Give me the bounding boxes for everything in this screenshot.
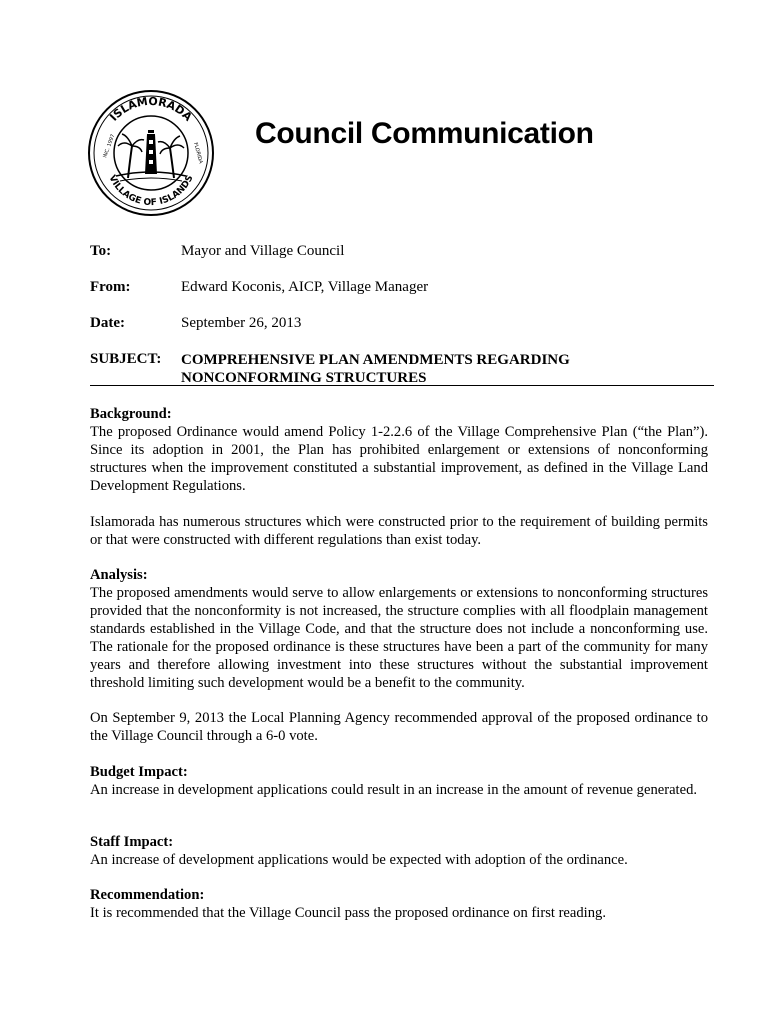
subject-label: SUBJECT: bbox=[90, 351, 162, 367]
background-paragraph-2: Islamorada has numerous structures which were constructed prior to the requirement of building permits or that were constructed with different regulations than exist today. bbox=[90, 514, 708, 548]
to-label: To: bbox=[90, 243, 112, 259]
date-value: September 26, 2013 bbox=[181, 315, 302, 331]
analysis-paragraph-2-block bbox=[90, 709, 708, 745]
recommendation-heading: Recommendation: bbox=[90, 887, 205, 903]
header-divider bbox=[90, 385, 714, 386]
memo-date-row bbox=[90, 315, 301, 332]
subject-line-2: NONCONFORMING STRUCTURES bbox=[181, 370, 427, 386]
svg-text:FLORIDA: FLORIDA bbox=[192, 141, 204, 165]
svg-text:VILLAGE OF ISLANDS: VILLAGE OF ISLANDS bbox=[106, 173, 196, 209]
budget-impact-paragraph: An increase in development applications could result in an increase in the amount of revenue generated. bbox=[90, 782, 698, 798]
svg-text:ISLAMORADA: ISLAMORADA bbox=[107, 94, 195, 124]
analysis-paragraph-1: The proposed amendments would serve to allow enlargements or extensions to nonconforming structures provided that the nonconformity is not increased, the structure complies with all floodplain management standards established in the Village Code, and that the structure does not include a nonconforming use. The rationale for the proposed ordinance is these structures have been a part of the community for many years and therefore allowing investment into these structures without the substantial improvement threshold limiting such development would be a benefit to the community. bbox=[90, 585, 708, 691]
staff-impact-section bbox=[90, 833, 708, 869]
memo-header bbox=[90, 0, 710, 400]
date-label: Date: bbox=[90, 315, 125, 331]
budget-impact-section bbox=[90, 763, 708, 799]
analysis-paragraph-2: On September 9, 2013 the Local Planning Agency recommended approval of the proposed ordinance to the Village Council through a 6-0 vote. bbox=[90, 710, 708, 744]
staff-impact-paragraph: An increase of development applications would be expected with adoption of the ordinance. bbox=[90, 852, 628, 868]
background-heading: Background: bbox=[90, 406, 172, 422]
background-section bbox=[90, 405, 708, 495]
recommendation-paragraph: It is recommended that the Village Council pass the proposed ordinance on first reading. bbox=[90, 905, 606, 921]
subject-value bbox=[181, 351, 570, 387]
staff-impact-heading: Staff Impact: bbox=[90, 834, 174, 850]
background-paragraph-2-block bbox=[90, 513, 708, 549]
svg-text:INC. 1997: INC. 1997 bbox=[102, 133, 117, 159]
recommendation-section bbox=[90, 886, 708, 922]
analysis-heading: Analysis: bbox=[90, 567, 148, 583]
to-value: Mayor and Village Council bbox=[181, 243, 345, 259]
memo-to-row bbox=[90, 243, 344, 260]
background-paragraph-1: The proposed Ordinance would amend Policy 1-2.2.6 of the Village Comprehensive Plan (“the Plan”). Since its adoption in 2001, the Plan has prohibited enlargement or extensions of nonconforming structures when the improvement constituted a substantial improvement, as defined in the Village Land Development Regulations. bbox=[90, 424, 708, 494]
from-label: From: bbox=[90, 279, 131, 295]
memo-subject-row bbox=[90, 351, 570, 387]
from-value: Edward Koconis, AICP, Village Manager bbox=[181, 279, 429, 295]
document-title: Council Communication bbox=[255, 117, 594, 150]
memo-from-row bbox=[90, 279, 428, 296]
budget-impact-heading: Budget Impact: bbox=[90, 764, 188, 780]
analysis-section bbox=[90, 566, 708, 692]
subject-line-1: COMPREHENSIVE PLAN AMENDMENTS REGARDING bbox=[181, 352, 570, 368]
